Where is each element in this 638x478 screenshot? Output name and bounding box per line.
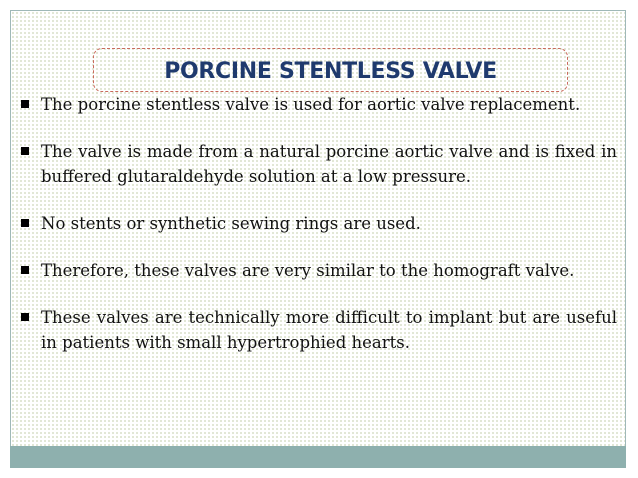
bullet-text: Therefore, these valves are very similar to the homograft valve. [41, 261, 575, 280]
bottom-accent-bar [10, 446, 626, 468]
bullet-item [21, 92, 617, 117]
bullet-list [21, 92, 617, 377]
slide-title: PORCINE STENTLESS VALVE [164, 59, 497, 84]
square-bullet-icon [21, 100, 29, 108]
bullet-item [21, 211, 617, 236]
bullet-text: The valve is made from a natural porcine aortic valve and is fixed in buffered glutaraldehyde solution at a low pressure. [41, 142, 617, 186]
square-bullet-icon [21, 313, 29, 321]
square-bullet-icon [21, 147, 29, 155]
bullet-text: These valves are technically more difficult to implant but are useful in patients with small hypertrophied hearts. [41, 308, 617, 352]
square-bullet-icon [21, 219, 29, 227]
square-bullet-icon [21, 266, 29, 274]
bullet-item [21, 139, 617, 189]
bullet-text: The porcine stentless valve is used for aortic valve replacement. [41, 95, 581, 114]
bullet-item [21, 258, 617, 283]
bullet-text: No stents or synthetic sewing rings are used. [41, 214, 421, 233]
bullet-item [21, 305, 617, 355]
